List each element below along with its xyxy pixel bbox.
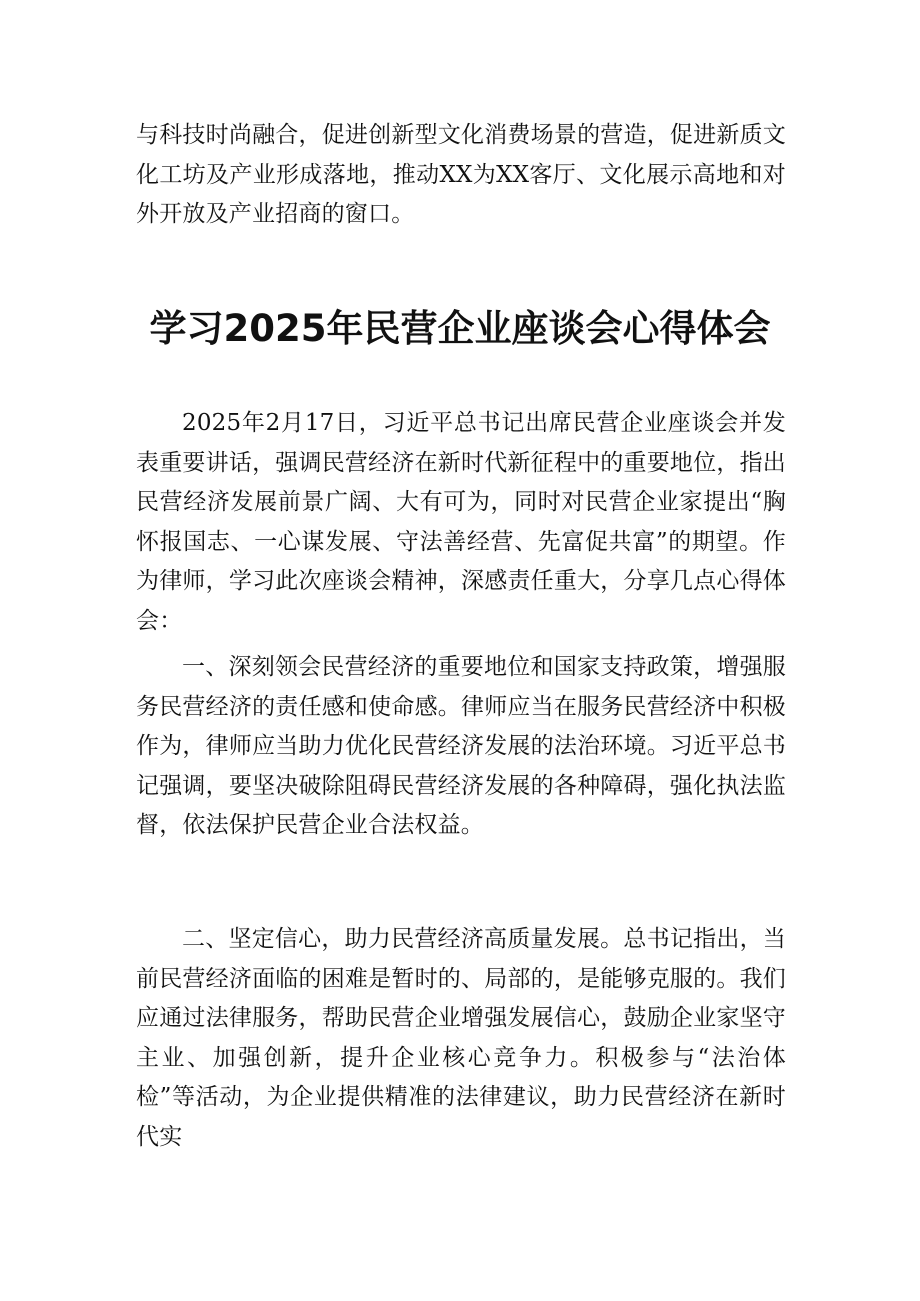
paragraph-point-2: 二、坚定信心，助力民营经济高质量发展。总书记指出，当前民营经济面临的困难是暂时的、局部的，是能够克服的。我们应通过法律服务，帮助民营企业增强发展信心，鼓励企业家坚守主业、加强创新，提升企业核心竞争力。积极参与“法治体检”等活动，为企业提供精准的法律建议，助力民营经济在新时代实 [136,926,786,1150]
paragraph-continued: 与科技时尚融合，促进创新型文化消费场景的营造，促进新质文化工坊及产业形成落地，推动XX为XX客厅、文化展示高地和对外开放及产业招商的窗口。 [136,122,786,227]
paragraph-point-1: 一、深刻领会民营经济的重要地位和国家支持政策，增强服务民营经济的责任感和使命感。律师应当在服务民营经济中积极作为，律师应当助力优化民营经济发展的法治环境。习近平总书记强调，要坚决破除阻碍民营经济发展的各种障碍，强化执法监督，依法保护民营企业合法权益。 [136,654,786,838]
document-title: 学习2025年民营企业座谈会心得体会 [149,307,771,350]
paragraph-intro: 2025年2月17日，习近平总书记出席民营企业座谈会并发表重要讲话，强调民营经济在新时代新征程中的重要地位，指出民营经济发展前景广阔、大有可为，同时对民营企业家提出“胸怀报国志、一心谋发展、守法善经营、先富促共富”的期望。作为律师，学习此次座谈会精神，深感责任重大，分享几点心得体会： [136,410,786,634]
